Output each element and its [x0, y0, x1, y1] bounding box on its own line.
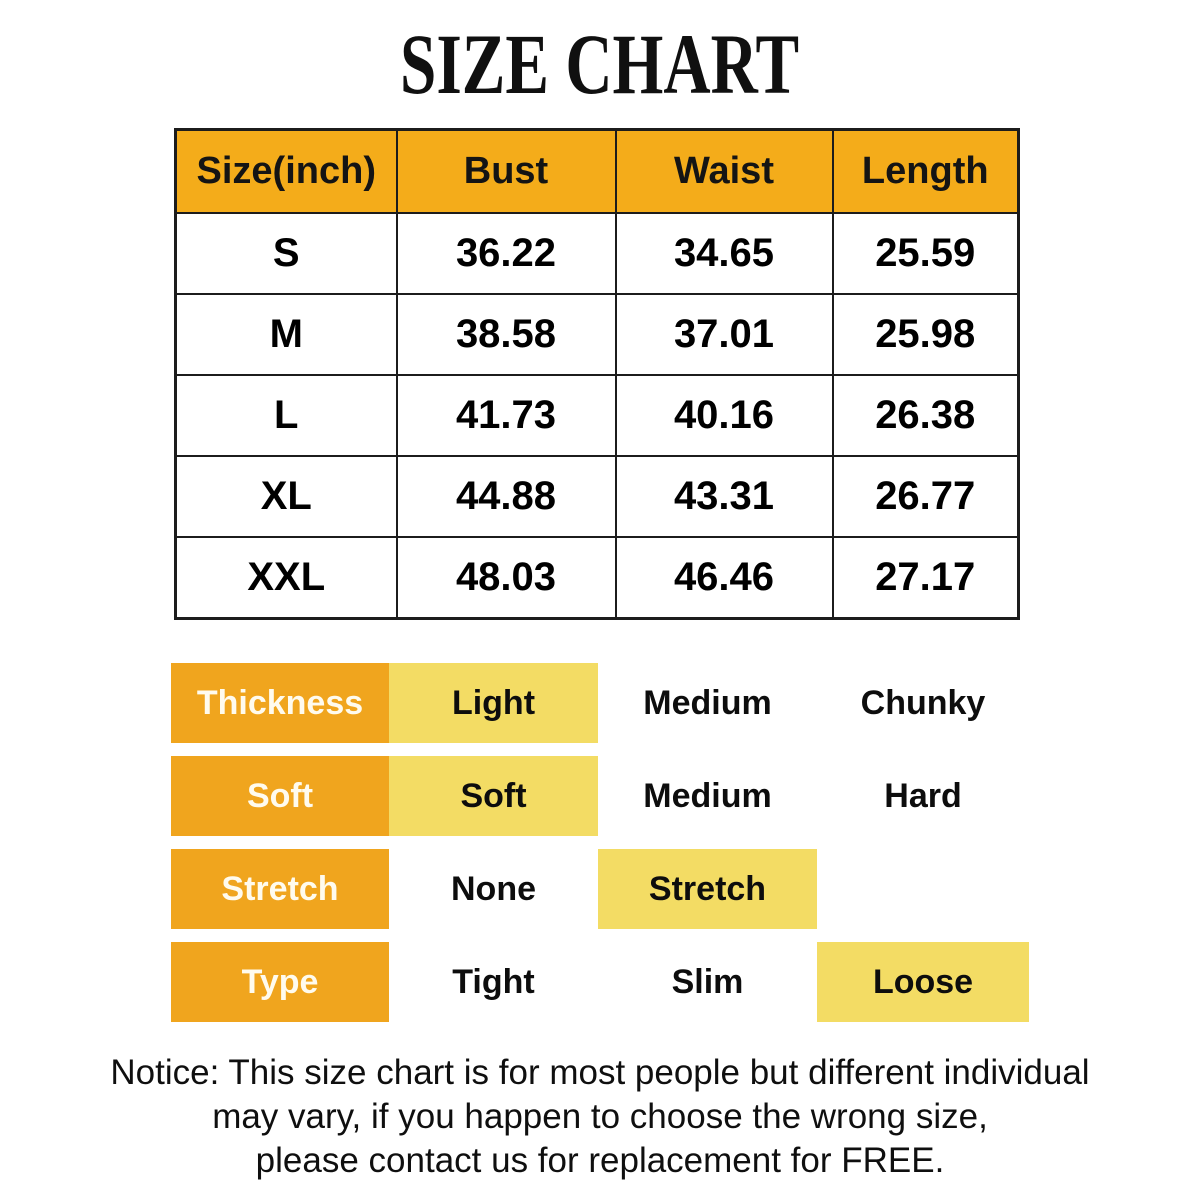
attribute-grid [171, 663, 1029, 1035]
attribute-option-none: None [451, 869, 536, 908]
notice-text [0, 1051, 1200, 1183]
attribute-option-light: Light [389, 663, 598, 743]
attribute-option-stretch: Stretch [598, 849, 817, 929]
attribute-option-tight: Tight [452, 962, 535, 1001]
waist-cell: 34.65 [616, 213, 833, 294]
attribute-row-soft [171, 756, 1029, 836]
bust-cell: 36.22 [397, 213, 616, 294]
waist-cell: 46.46 [616, 537, 833, 619]
bust-cell: 41.73 [397, 375, 616, 456]
column-header-length: Length [833, 130, 1019, 214]
column-header-size: Size(inch) [176, 130, 397, 214]
waist-cell: 43.31 [616, 456, 833, 537]
table-row-xl [176, 456, 1019, 537]
page-title-text: SIZE CHART [400, 16, 800, 112]
attribute-option-hard: Hard [884, 776, 962, 815]
attribute-row-stretch [171, 849, 1029, 929]
length-cell: 25.98 [833, 294, 1019, 375]
size-table [174, 128, 1020, 620]
table-row-l [176, 375, 1019, 456]
length-cell: 26.38 [833, 375, 1019, 456]
size-cell: L [176, 375, 397, 456]
bust-cell: 48.03 [397, 537, 616, 619]
attribute-label-thickness: Thickness [171, 663, 389, 743]
notice-line-2: may vary, if you happen to choose the wrong size, [212, 1097, 988, 1136]
attribute-option-medium: Medium [643, 683, 772, 722]
notice-line-3: please contact us for replacement for FREE. [255, 1141, 945, 1180]
size-cell: XXL [176, 537, 397, 619]
attribute-row-type [171, 942, 1029, 1022]
attribute-option-empty [817, 849, 1029, 929]
length-cell: 27.17 [833, 537, 1019, 619]
attribute-option-slim: Slim [671, 962, 744, 1001]
attribute-label-soft: Soft [171, 756, 389, 836]
table-row-m [176, 294, 1019, 375]
column-header-bust: Bust [397, 130, 616, 214]
size-cell: XL [176, 456, 397, 537]
table-row-s [176, 213, 1019, 294]
attribute-option-medium: Medium [643, 776, 772, 815]
page-title [0, 14, 1200, 114]
attribute-row-thickness [171, 663, 1029, 743]
attribute-option-soft: Soft [389, 756, 598, 836]
attribute-option-loose: Loose [817, 942, 1029, 1022]
size-cell: M [176, 294, 397, 375]
table-row-xxl [176, 537, 1019, 619]
notice-line-1: Notice: This size chart is for most people but different individual [110, 1053, 1090, 1092]
size-cell: S [176, 213, 397, 294]
length-cell: 26.77 [833, 456, 1019, 537]
attribute-label-type: Type [171, 942, 389, 1022]
waist-cell: 37.01 [616, 294, 833, 375]
attribute-option-chunky: Chunky [860, 683, 986, 722]
length-cell: 25.59 [833, 213, 1019, 294]
bust-cell: 44.88 [397, 456, 616, 537]
bust-cell: 38.58 [397, 294, 616, 375]
waist-cell: 40.16 [616, 375, 833, 456]
column-header-waist: Waist [616, 130, 833, 214]
size-table-header-row [176, 130, 1019, 214]
attribute-label-stretch: Stretch [171, 849, 389, 929]
